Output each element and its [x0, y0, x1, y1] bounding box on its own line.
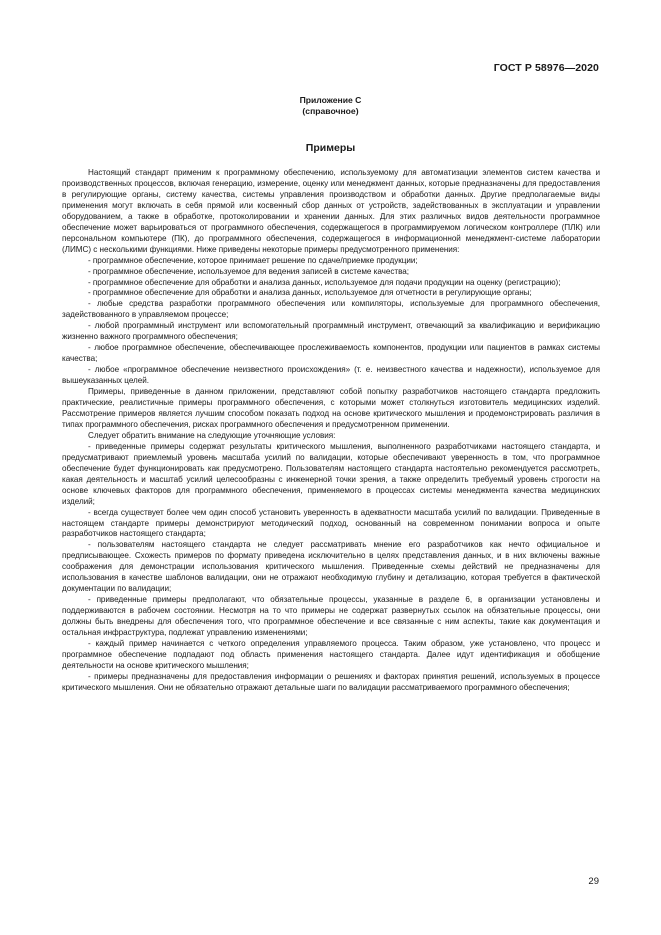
list-item: - каждый пример начинается с четкого определения управляемого процесса. Таким образом, уже установлено, что процесс и программное обеспечение подпадают под область применения настоящего стандарта. Далее идут идентификация и обобщение деятельности на основе критического мышления; — [62, 638, 600, 670]
page-number: 29 — [588, 876, 599, 887]
list-item: - приведенные примеры предполагают, что обязательные процессы, указанные в разделе 6, в организации установлены и поддерживаются в рабочем состоянии. Несмотря на то что примеры не содержат развернутых ссылок на обязательные процессы, они должны быть внедрены для обеспечения того, что программное обеспечение и все связанные с ним аспекты, такие как документация и остальная инфраструктура, подлежат управлению изменениями; — [62, 595, 600, 638]
list-item: - любое «программное обеспечение неизвестного происхождения» (т. е. неизвестного качества и надежности), используемое для вышеуказанных целей. — [62, 365, 600, 386]
document-code: ГОСТ Р 58976—2020 — [493, 62, 599, 74]
section-title: Примеры — [305, 142, 356, 154]
list-item: - всегда существует более чем один способ установить уверенность в адекватности масштаба усилий по валидации. Приведенные в настоящем стандарте примеры демонстрируют методический подход, основанный на современном понимании вопроса и опыте разработчиков настоящего стандарта; — [62, 507, 600, 539]
list-item: - любое программное обеспечение, обеспечивающее прослеживаемость компонентов, продукции или пациентов в рамках системы качества; — [62, 343, 600, 364]
list-item: - пользователям настоящего стандарта не следует рассматривать мнение его разработчиков как нечто официальное и предписывающее. Схожесть примеров по формату приведена исключительно в целях представления данных, и в них включены важные соображения для демонстрации использования критического мышления. Приведенные схемы действий не предназначены для использования в качестве шаблонов валидации, они не отражают необходимую глубину и детализацию, которая требуется в фактической документации по валидации; — [62, 540, 600, 594]
list-item: - программное обеспечение, которое принимает решение по сдаче/приемке продукции; — [88, 255, 418, 265]
list-item: - приведенные примеры содержат результаты критического мышления, выполненного разработчиками настоящего стандарта, и предусматривают приемлемый уровень масштаба усилий по валидации, которые обеспечивают уверенность в том, что программное обеспечение будет функционировать как предусмотрено. Пользователям настоящего стандарта настоятельно рекомендуется рассмотреть, какая деятельность и масштаб усилий целесообразны с инженерной точки зрения, а также определить требуемый уровень строгости на основе ключевых факторов для программного обеспечения, применяемого в процессах системы менеджмента качества медицинских изделий; — [62, 441, 600, 506]
paragraph: Настоящий стандарт применим к программному обеспечению, используемому для автоматизации элементов систем качества и производственных процессов, включая генерацию, измерение, оценку или менеджмент данных, которые предназначены для предоставления в регулирующие органы, систему качества, системы управления производством и обработки данных. Другие предполагаемые виды применения могут включать в себя прямой или косвенный сбор данных от устройств, задействованных в эксплуатации и управлении оборудованием, а также в обработке, протоколировании и хранении данных. Для этих различных видов деятельности программное обеспечение может варьироваться от программного обеспечения, содержащегося в программируемом логическом контроллере (ПЛК) или персональном компьютере (ПК), до программного обеспечения, содержащегося в информационной менеджмент-системе лаборатории (ЛИМС) с несколькими функциями. Ниже приведены некоторые примеры предусмотренного применения: — [62, 168, 600, 254]
list-item: - программное обеспечение для обработки и анализа данных, используемое для отчетности в регулирующие органы; — [88, 288, 532, 298]
list-item: - любой программный инструмент или вспомогательный программный инструмент, отвечающий за квалификацию и верификацию жизненно важного программного обеспечения; — [62, 321, 600, 342]
list-item: - программное обеспечение для обработки и анализа данных, используемое для подачи продукции на оценку (регистрацию); — [88, 277, 561, 287]
paragraph: Примеры, приведенные в данном приложении, представляют собой попытку разработчиков настоящего стандарта предложить практические, реалистичные примеры программного обеспечения, с которыми может столкнуться изготовитель медицинских изделий. Рассмотрение примеров является лучшим способом показать подход на основе критического мышления и продемонстрировать различия в типах программного обеспечения, рисках программного обеспечения и предусмотренном применении. — [62, 387, 600, 429]
list-item: - программное обеспечение, используемое для ведения записей в системе качества; — [88, 266, 409, 276]
appendix-heading — [0, 95, 661, 117]
list-item: - примеры предназначены для предоставления информации о решениях и факторах принятия решений, используемых в процессе критического мышления. Они не обязательно отражают детальные шаги по валидации рассматриваемого программного обеспечения; — [62, 671, 600, 692]
paragraph: Следует обратить внимание на следующие уточняющие условия: — [88, 430, 336, 440]
list-item: - любые средства разработки программного обеспечения или компиляторы, используемые для программного обеспечения, задействованного в управляемом процессе; — [62, 299, 600, 320]
appendix-label: Приложение С — [299, 95, 362, 105]
body-text — [62, 168, 600, 694]
appendix-type: (справочное) — [302, 106, 359, 116]
